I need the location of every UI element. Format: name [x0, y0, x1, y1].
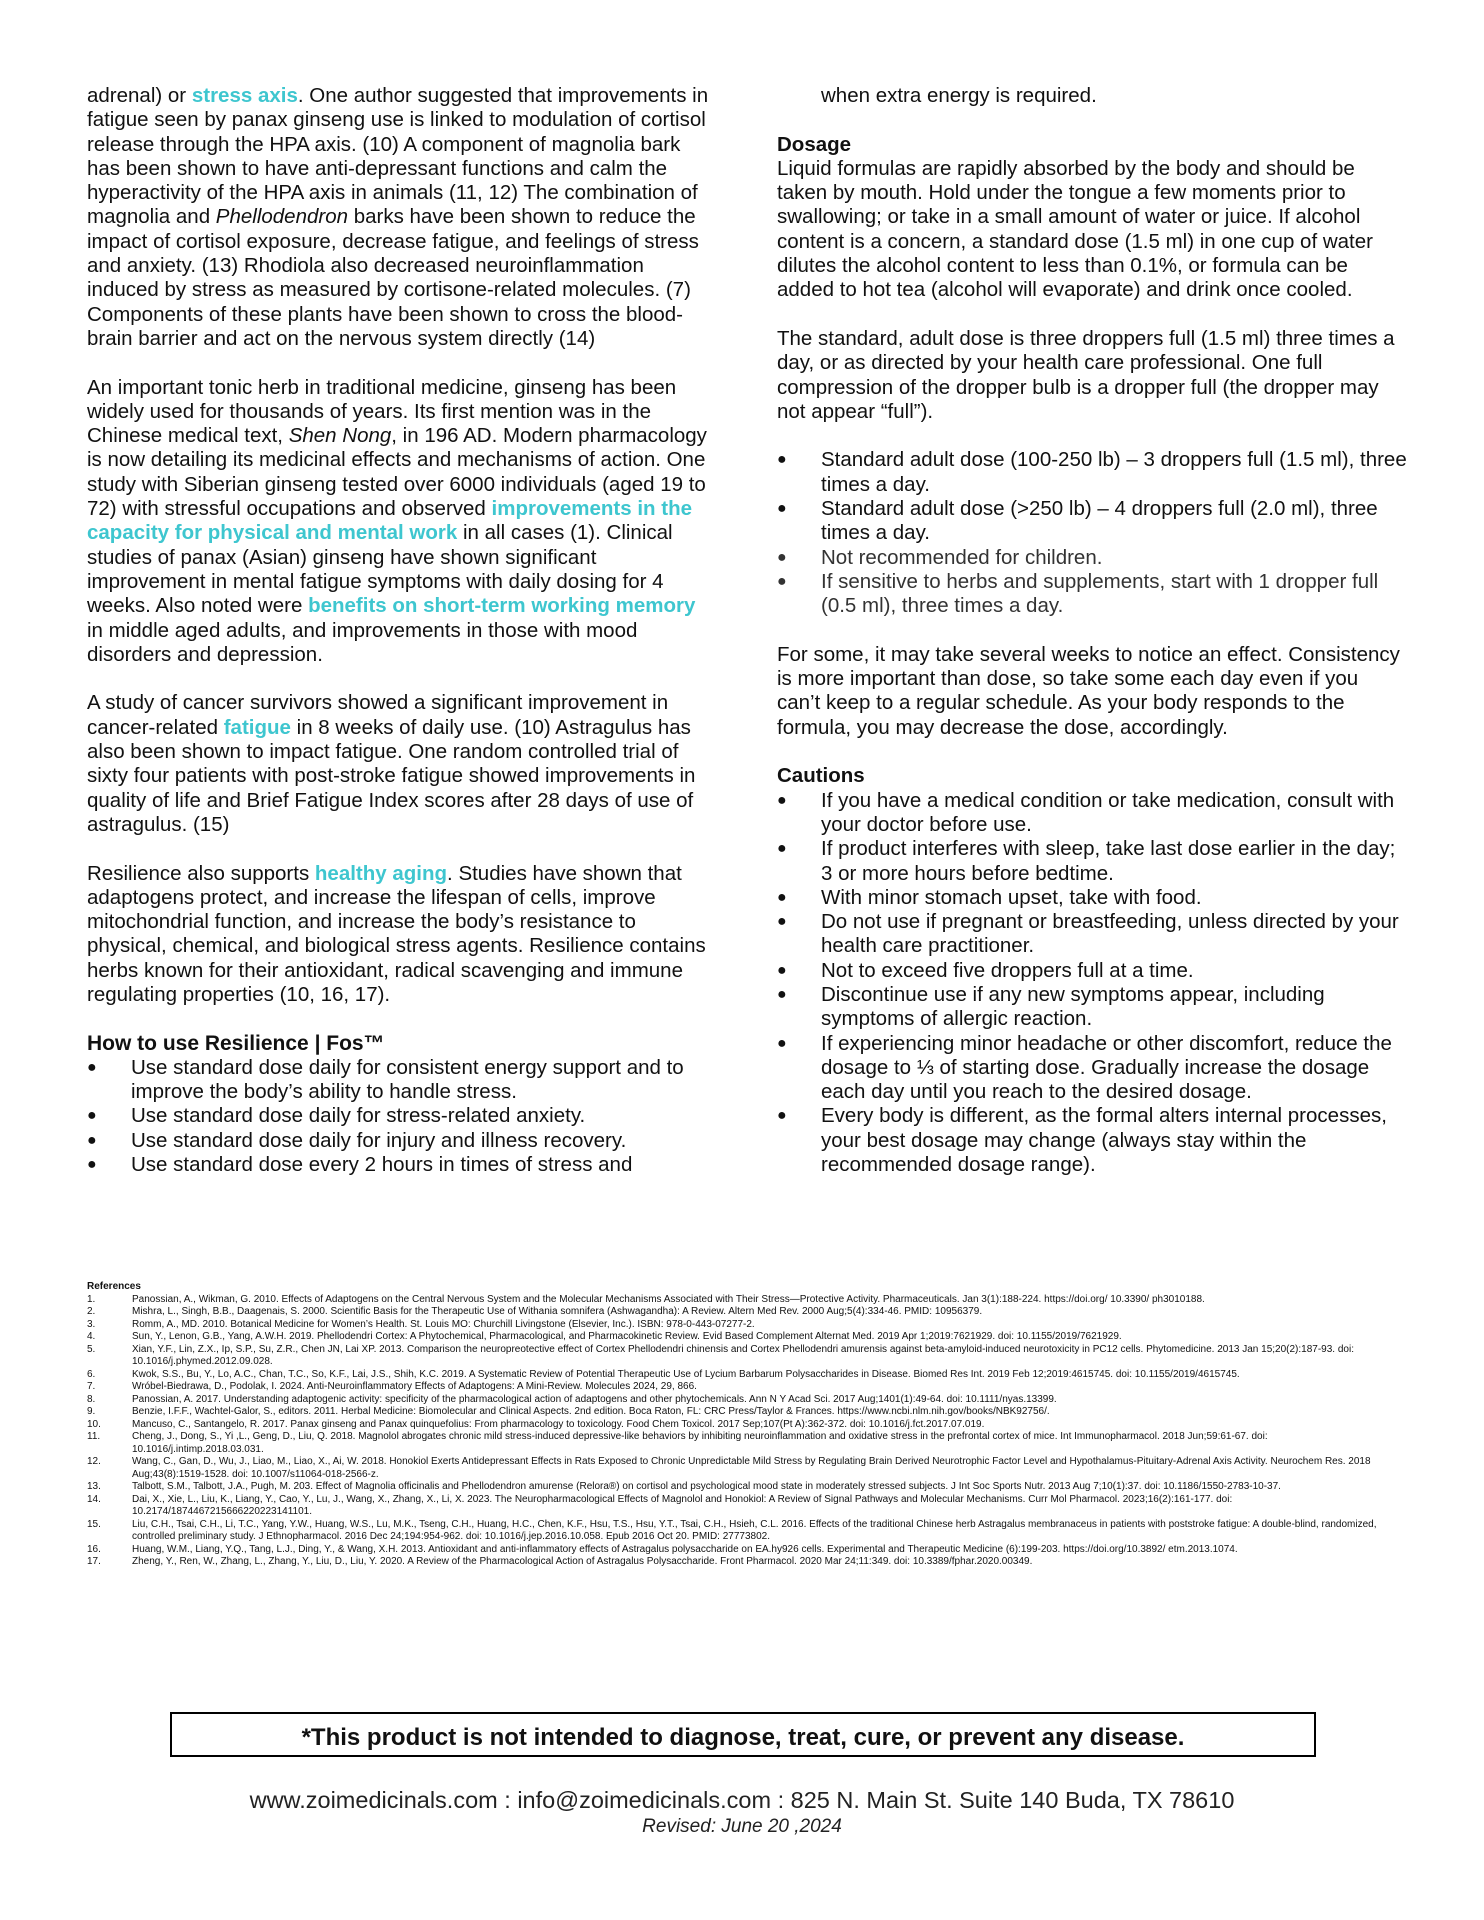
caution-item: ● With minor stomach upset, take with food. [777, 886, 1407, 910]
reference-text: Xian, Y.F., Lin, Z.X., Ip, S.P., Su, Z.R., Chen JN, Lai XP. 2013. Comparison the neuropreotective effect of Cortex Phellodendri chinensis and Cortex Phellodendri amurensis against beta-amyloid-induced neurotoxicity in PC12 cells. Phytomedicine. 2013 Jan 15;20(2):187-93. doi: 10.1016/j.phymed.2012.09.028. [132, 1343, 1354, 1367]
reference-number: 8. [87, 1393, 96, 1405]
reference-number: 10. [87, 1418, 101, 1430]
paragraph-text: in all cases (1). Clinical studies of panax (Asian) ginseng have shown significant improvement in mental fatigue symptoms with daily dosing for 4 weeks. Also noted were [87, 521, 673, 618]
reference-text: Talbott, S.M., Talbott, J.A., Pugh, M. 203. Effect of Magnolia officinalis and Phellodendron amurense (Relora®) on cortisol and psychological mood state in moderately stressed subjects. J Int Soc Sports Nutr. 2013 Aug 7;10(1):37. doi: 10.1186/1550-2783-10-37. [132, 1481, 1281, 1492]
reference-text: Romm, A., MD. 2010. Botanical Medicine for Women’s Health. St. Louis MO: Churchill Livingstone (Elsevier, Inc.). ISBN: 978-0-443-07277-2. [132, 1318, 755, 1330]
paragraph-text: barks have been shown to reduce the impact of cortisol exposure, decrease fatigue, and feelings of stress and anxiety. (13) Rhodiola also decreased neuroinflammation induced by stress as measured by cortisone-related molecules. (7) Components of these plants have been shown to cross the blood-brain barrier and act on the nervous system directly (14) [87, 205, 699, 350]
dosage-paragraph-absorption: Liquid formulas are rapidly absorbed by the body and should be taken by mouth. Hold under the tongue a few moments prior to swallowing; or take in a small amount of water or juice. If alcohol content is a concern, a standard dose (1.5 ml) in one cup of water dilutes the alcohol content to less than 0.1%, or formula can be added to hot tea (alcohol will evaporate) and drink once cooled. [777, 156, 1373, 302]
dose-item: ● Standard adult dose (100-250 lb) – 3 droppers full (1.5 ml), three times a day. [777, 448, 1407, 497]
how-to-use-item: ● Use standard dose daily for consistent energy support and to improve the body’s ability to handle stress. [87, 1056, 715, 1105]
cautions-list [777, 789, 1407, 1178]
reference-number: 1. [87, 1293, 96, 1305]
highlight-link-text: improvements in the capacity for physical and mental work [87, 497, 693, 545]
italic-term: Phellodendron [215, 205, 349, 229]
dose-item: ● If sensitive to herbs and supplements, start with 1 dropper full (0.5 ml), three times a day. [777, 570, 1407, 619]
reference-number: 13. [87, 1481, 101, 1492]
reference-item [87, 1319, 1392, 1332]
reference-text: Huang, W.M., Liang, Y.Q., Tang, L.J., Ding, Y., & Wang, X.H. 2013. Antioxidant and anti-inflammatory effects of Astragalus polysaccharide on EA.hy926 cells. Experimental and Therapeutic Medicine (6):199-203. https://doi.org/10.3892/ etm.2013.1074. [132, 1543, 1238, 1555]
reference-number: 17. [87, 1556, 101, 1567]
reference-item [87, 1556, 1392, 1569]
reference-text: Dai, X., Xie, L., Liu, K., Liang, Y., Cao, Y., Lu, J., Wang, X., Zhang, X., Li, X. 2023. The Neuropharmacological Effects of Magnolol and Honokiol: A Review of Signal Pathways and Molecular Mechanisms. Curr Mol Pharmacol. 2023;16(2):161-177. doi: 10.2174/1874467215666220223141101. [132, 1493, 1233, 1517]
reference-text: Wróbel-Biedrawa, D., Podolak, I. 2024. Anti-Neuroinflammatory Effects of Adaptogens: A Mini-Review. Molecules 2024, 29, 866. [132, 1381, 697, 1392]
caution-item: ● Do not use if pregnant or breastfeeding, unless directed by your health care practitioner. [777, 910, 1407, 959]
contact-line: www.zoimedicinals.com : info@zoimedicinals.com : 825 N. Main St. Suite 140 Buda, TX 78610 [249, 1787, 1235, 1813]
cautions-heading: Cautions [777, 764, 865, 788]
reference-item [87, 1369, 1392, 1382]
paragraph-text: . One author suggested that improvements in fatigue seen by panax ginseng use is linked to modulation of cortisol release through the HPA axis. (10) A component of magnolia bark has been shown to have anti-depressant functions and calm the hyperactivity of the HPA axis in animals (11, 12) The combination of magnolia and [87, 84, 709, 229]
left-column [87, 84, 715, 1202]
highlight-link-text: fatigue [223, 715, 291, 739]
how-to-use-item: ● Use standard dose daily for injury and illness recovery. [87, 1129, 715, 1153]
paragraph-ginseng [87, 376, 715, 668]
disclaimer-box: *This product is not intended to diagnose, treat, cure, or prevent any disease. [170, 1712, 1316, 1757]
reference-item [87, 1494, 1392, 1519]
paragraph-hpa-axis [87, 84, 715, 351]
highlight-link-text: benefits on short-term working memory [308, 594, 696, 618]
caution-item: ● Discontinue use if any new symptoms appear, including symptoms of allergic reaction. [777, 983, 1407, 1032]
reference-number: 11. [87, 1431, 101, 1442]
dosage-paragraph-consistency: For some, it may take several weeks to notice an effect. Consistency is more important than dose, so take some each day even if you can’t keep to a regular schedule. As your body responds to the formula, you may decrease the dose, accordingly. [777, 642, 1400, 739]
reference-text: Cheng, J., Dong, S., Yi ,L., Geng, D., Liu, Q. 2018. Magnolol abrogates chronic mild stress-induced depressive-like behaviors by inhibiting neuroinflammation and oxidative stress in the prefrontal cortex of mice. Int Immunopharmacol. 2018 Jun;59:61-67. doi: 10.1016/j.intimp.2018.03.031. [132, 1431, 1268, 1455]
reference-number: 6. [87, 1368, 96, 1380]
caution-item: ● Not to exceed five droppers full at a time. [777, 959, 1407, 983]
paragraph-text: Resilience also supports [87, 861, 315, 885]
reference-item [87, 1331, 1392, 1344]
references-list [87, 1294, 1392, 1569]
paragraph-text: , in 196 AD. Modern pharmacology is now detailing its medicinal effects and mechanisms of action. One study with Siberian ginseng tested over 6000 individuals (aged 19 to 72) with stressful occupations and observed [87, 424, 707, 521]
italic-term: Shen Nong [288, 424, 392, 448]
reference-text: Mancuso, C., Santangelo, R. 2017. Panax ginseng and Panax quinquefolius: From pharmacology to toxicology. Food Chem Toxicol. 2017 Sep;107(Pt A):362-372. doi: 10.1016/j.fct.2017.07.019. [132, 1418, 985, 1430]
reference-text: Mishra, L., Singh, B.B., Daagenais, S. 2000. Scientific Basis for the Therapeutic Use of Withania somnifera (Ashwagandha): A Review. Altern Med Rev. 2000 Aug;5(4):334-46. PMID: 10956379. [132, 1306, 983, 1317]
reference-text: Kwok, S.S., Bu, Y., Lo, A.C., Chan, T.C., So, K.F., Lai, J.S., Shih, K.C. 2019. A Systematic Review of Potential Therapeutic Use of Lycium Barbarum Polysaccharides in Disease. Biomed Res Int. 2019 Feb 12;2019:4615745. doi: 10.1155/2019/4615745. [132, 1368, 1240, 1380]
reference-item [87, 1419, 1392, 1432]
reference-item [87, 1431, 1392, 1456]
paragraph-text: in 8 weeks of daily use. (10) Astragulus has also been shown to impact fatigue. One random controlled trial of sixty four patients with post-stroke fatigue showed improvements in quality of life and Brief Fatigue Index scores after 28 days of use of astragulus. (15) [87, 715, 696, 836]
reference-text: Zheng, Y., Ren, W., Zhang, L., Zhang, Y., Liu, D., Liu, Y. 2020. A Review of the Pharmacological Action of Astragalus Polysaccharide. Front Pharmacol. 2020 Mar 24;11:349. doi: 10.3389/fphar.2020.00349. [132, 1556, 1033, 1567]
reference-item [87, 1481, 1392, 1494]
reference-item [87, 1394, 1392, 1407]
reference-number: 16. [87, 1543, 101, 1555]
reference-number: 2. [87, 1306, 96, 1317]
reference-item [87, 1306, 1392, 1319]
reference-text: Panossian, A., Wikman, G. 2010. Effects of Adaptogens on the Central Nervous System and the Molecular Mechanisms Associated with Their Stress—Protective Activity. Pharmaceuticals. Jan 3(1):188-224. https://doi.org/ 10.3390/ ph3010188. [132, 1293, 1205, 1305]
reference-number: 3. [87, 1318, 96, 1330]
reference-number: 14. [87, 1493, 101, 1505]
paragraph-text: in middle aged adults, and improvements in those with mood disorders and depression. [87, 618, 638, 666]
reference-number: 7. [87, 1381, 96, 1392]
reference-item [87, 1406, 1392, 1419]
reference-item [87, 1344, 1392, 1369]
reference-number: 12. [87, 1456, 101, 1467]
caution-item: ● If product interferes with sleep, take last dose earlier in the day; 3 or more hours before bedtime. [777, 837, 1407, 886]
dosage-paragraph-standard: The standard, adult dose is three droppers full (1.5 ml) three times a day, or as directed by your health care professional. One full compression of the dropper bulb is a dropper full (the dropper may not appear “full”). [777, 326, 1395, 423]
highlight-link-text: healthy aging [314, 861, 448, 885]
paragraph-text: A study of cancer survivors showed a significant improvement in cancer-related [87, 691, 669, 739]
reference-number: 15. [87, 1518, 101, 1530]
revised-date: Revised: June 20 ,2024 [642, 1816, 842, 1837]
how-to-use-item: ● Use standard dose daily for stress-related anxiety. [87, 1104, 715, 1128]
reference-item [87, 1381, 1392, 1394]
paragraph-healthy-aging [87, 862, 715, 1008]
dose-item: ● Not recommended for children. [777, 546, 1407, 570]
paragraph-cancer-fatigue [87, 691, 715, 837]
reference-text: Liu, C.H., Tsai, C.H., Li, T.C., Yang, Y.W., Huang, W.S., Lu, M.K., Tseng, C.H., Huang, H.C., Chen, K.F., Hsu, T.S., Hsu, Y.T., Tsai, C.H., Hsieh, C.L. 2016. Effects of the traditional Chinese herb Astragalus membranaceus in patients with poststroke fatigue: A double-blind, randomized, controlled preliminary study. J Ethnopharmacol. 2016 Dec 24;194:954-962. doi: 10.1016/j.jep.2016.10.058. Epub 2016 Oct 20. PMID: 27773802. [132, 1518, 1377, 1542]
right-column [777, 84, 1407, 1202]
caution-item: ● Every body is different, as the formal alters internal processes, your best dosage may change (always stay within the recommended dosage range). [777, 1104, 1407, 1177]
how-to-use-list [87, 1056, 715, 1177]
reference-text: Panossian, A. 2017. Understanding adaptogenic activity: specificity of the pharmacological action of adaptogens and other phytochemicals. Ann N Y Acad Sci. 2017 Aug;1401(1):49-64. doi: 10.1111/nyas.13399. [132, 1393, 1057, 1405]
reference-item [87, 1456, 1392, 1481]
list-continuation: when extra energy is required. [821, 84, 1097, 107]
reference-item [87, 1294, 1392, 1307]
how-to-use-heading: How to use Resilience | Fos™ [87, 1031, 385, 1055]
reference-number: 9. [87, 1406, 96, 1417]
how-to-use-item: ● Use standard dose every 2 hours in times of stress and [87, 1153, 715, 1177]
reference-text: Wang, C., Gan, D., Wu, J., Liao, M., Liao, X., Ai, W. 2018. Honokiol Exerts Antidepressant Effects in Rats Exposed to Chronic Unpredictable Mild Stress by Regulating Brain Derived Neurotrophic Factor Level and Hypothalamus-Pituitary-Adrenal Axis Activity. Neurochem Res. 2018 Aug;43(8):1519-1528. doi: 10.1007/s11064-018-2566-z. [132, 1456, 1371, 1480]
dose-list [777, 448, 1407, 618]
highlight-link-text: stress axis [191, 84, 298, 107]
reference-item [87, 1519, 1392, 1544]
paragraph-text: adrenal) or [87, 84, 192, 107]
reference-number: 4. [87, 1331, 96, 1342]
reference-number: 5. [87, 1343, 96, 1355]
references-section [87, 1281, 1392, 1569]
reference-item [87, 1544, 1392, 1557]
paragraph-text: . Studies have shown that adaptogens protect, and increase the lifespan of cells, improve mitochondrial function, and increase the body’s resistance to physical, chemical, and biological stress agents. Resilience contains herbs known for their antioxidant, radical scavenging and immune regulating properties (10, 16, 17). [87, 861, 706, 1006]
reference-text: Sun, Y., Lenon, G.B., Yang, A.W.H. 2019. Phellodendri Cortex: A Phytochemical, Pharmacological, and Pharmacokinetic Review. Evid Based Complement Alternat Med. 2019 Apr 1;2019:7621929. doi: 10.1155/2019/7621929. [132, 1331, 1122, 1342]
caution-item: ● If experiencing minor headache or other discomfort, reduce the dosage to ⅓ of starting dose. Gradually increase the dosage each day until you reach to the desired dosage. [777, 1032, 1407, 1105]
dose-item: ● Standard adult dose (>250 lb) – 4 droppers full (2.0 ml), three times a day. [777, 497, 1407, 546]
references-title: References [87, 1281, 141, 1292]
caution-item: ● If you have a medical condition or take medication, consult with your doctor before use. [777, 789, 1407, 838]
dosage-heading: Dosage [777, 132, 852, 156]
paragraph-text: An important tonic herb in traditional medicine, ginseng has been widely used for thousands of years. Its first mention was in the Chinese medical text, [87, 375, 677, 448]
reference-text: Benzie, I.F.F., Wachtel-Galor, S., editors. 2011. Herbal Medicine: Biomolecular and Clinical Aspects. 2nd edition. Boca Raton, FL: CRC Press/Taylor & Frances. https://www.ncbi.nlm.nih.gov/books/NBK92756/. [132, 1406, 1050, 1417]
